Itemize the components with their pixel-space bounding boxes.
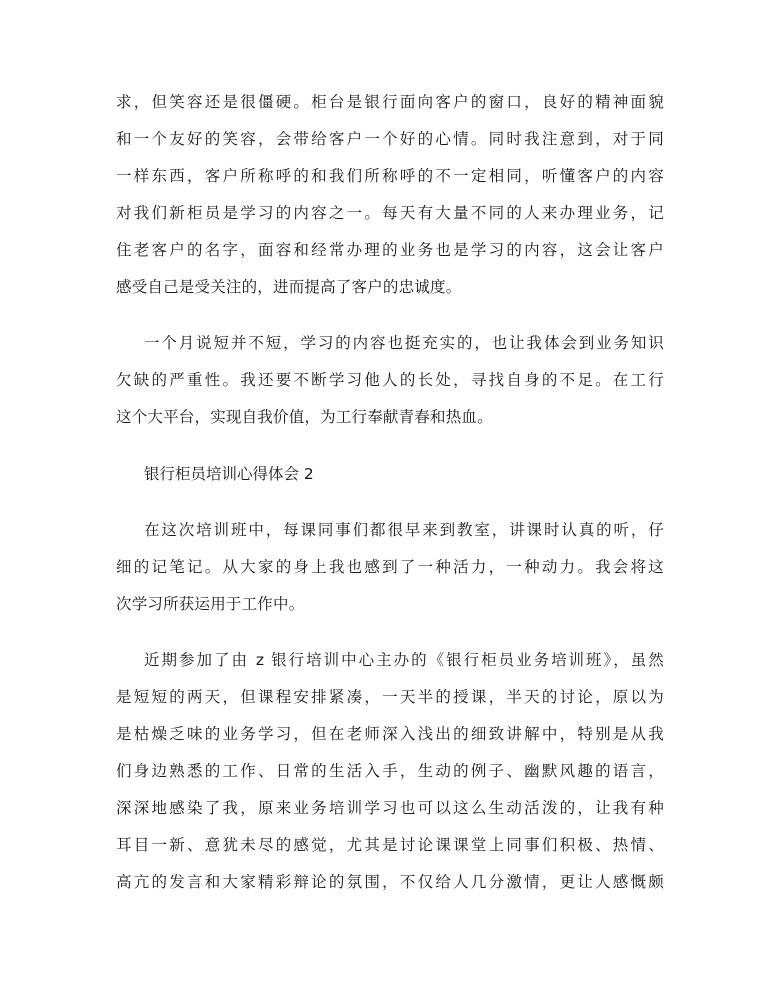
- paragraph-4-line-7: 高亢的发言和大家精彩辩论的氛围，不仅给人几分激情，更让人感慨颇: [116, 873, 664, 891]
- paragraph-2-line-1: 一个月说短并不短，学习的内容也挺充实的，也让我体会到业务知识: [144, 334, 664, 352]
- paragraph-4-line-1: 近期参加了由 z 银行培训中心主办的《银行柜员业务培训班》，虽然: [144, 651, 664, 669]
- paragraph-4-line-5: 深深地感染了我，原来业务培训学习也可以这么生动活泼的，让我有种: [116, 799, 664, 817]
- paragraph-4-line-2: 是短短的两天，但课程安排紧凑，一天半的授课，半天的讨论，原以为: [116, 688, 664, 706]
- paragraph-1-line-1: 求，但笑容还是很僵硬。柜台是银行面向客户的窗口，良好的精神面貌: [116, 93, 664, 111]
- paragraph-2-line-2: 欠缺的严重性。我还要不断学习他人的长处，寻找自身的不足。在工行: [116, 371, 664, 389]
- paragraph-3-line-3: 次学习所获运用于工作中。: [116, 595, 305, 613]
- section-heading: 银行柜员培训心得体会 2: [144, 465, 314, 483]
- paragraph-1-line-2: 和一个友好的笑容，会带给客户一个好的心情。同时我注意到，对于同: [116, 130, 664, 148]
- paragraph-1-line-4: 对我们新柜员是学习的内容之一。每天有大量不同的人来办理业务，记: [116, 204, 664, 222]
- paragraph-1-line-5: 住老客户的名字，面容和经常办理的业务也是学习的内容，这会让客户: [116, 241, 664, 259]
- paragraph-4-line-3: 是枯燥乏味的业务学习，但在老师深入浅出的细致讲解中，特别是从我: [116, 725, 664, 743]
- paragraph-1-line-6: 感受自己是受关注的，进而提高了客户的忠诚度。: [116, 278, 462, 296]
- paragraph-3-line-2: 细的记笔记。从大家的身上我也感到了一种活力，一种动力。我会将这: [116, 558, 664, 576]
- paragraph-4-line-4: 们身边熟悉的工作、日常的生活入手，生动的例子、幽默风趣的语言，: [116, 762, 664, 780]
- paragraph-4-line-6: 耳目一新、意犹未尽的感觉，尤其是讨论课课堂上同事们积极、热情、: [116, 836, 664, 854]
- paragraph-2-line-3: 这个大平台，实现自我价值，为工行奉献青春和热血。: [116, 408, 493, 426]
- paragraph-3-line-1: 在这次培训班中，每课同事们都很早来到教室，讲课时认真的听，仔: [144, 521, 664, 539]
- paragraph-1-line-3: 一样东西，客户所称呼的和我们所称呼的不一定相同，听懂客户的内容: [116, 167, 664, 185]
